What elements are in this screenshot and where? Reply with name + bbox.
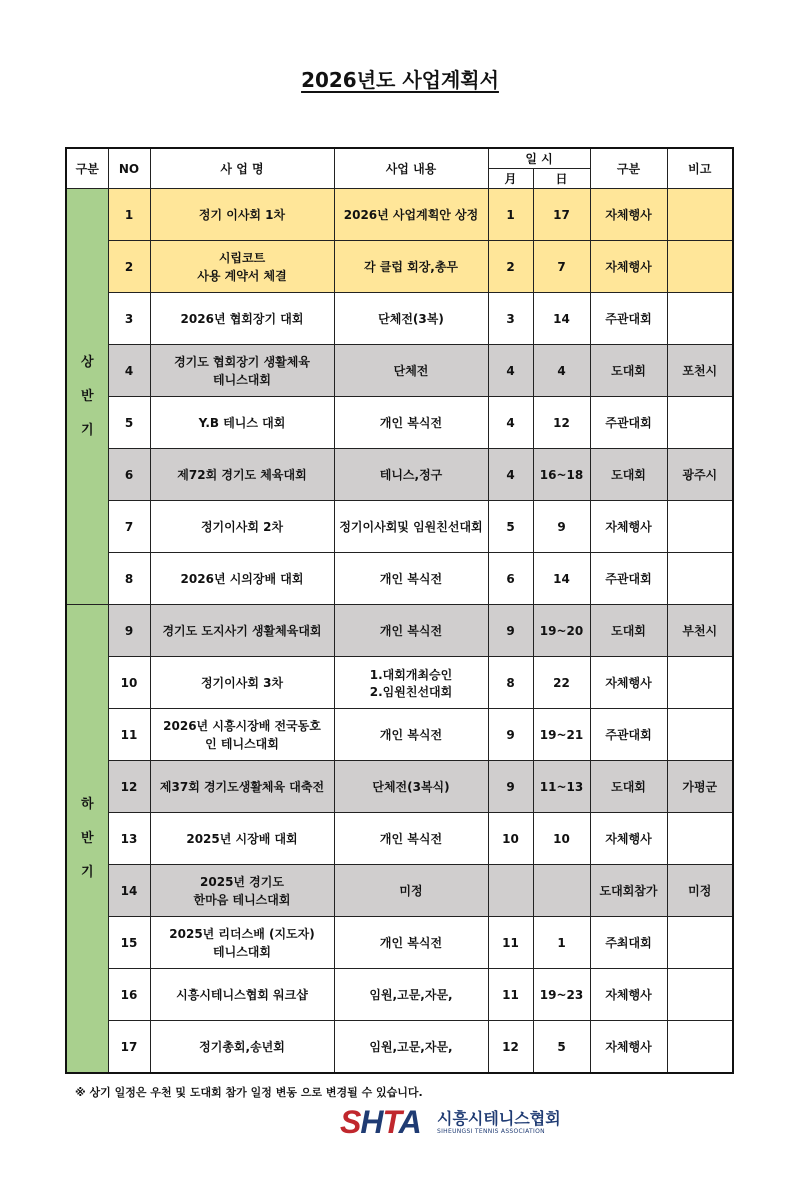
row-project-content: 각 클럽 회장,총무 [334, 241, 488, 293]
row-type: 주관대회 [590, 397, 667, 449]
row-type: 자체행사 [590, 1021, 667, 1074]
row-remarks: 광주시 [667, 449, 733, 501]
period-char: 하 [80, 796, 94, 812]
row-project-content: 임원,고문,자문, [334, 969, 488, 1021]
logo-name: 시흥시테니스협회 [437, 1109, 561, 1128]
row-remarks [667, 241, 733, 293]
row-month: 4 [488, 397, 533, 449]
row-type: 자체행사 [590, 241, 667, 293]
row-day [533, 865, 590, 917]
header-day: 日 [533, 169, 590, 189]
period-first-half [66, 189, 108, 605]
header-project-name: 사 업 명 [150, 148, 334, 189]
table-row [66, 189, 733, 241]
row-day: 5 [533, 1021, 590, 1074]
row-type: 도대회 [590, 605, 667, 657]
row-remarks [667, 709, 733, 761]
row-project-name: 경기도 도지사기 생활체육대회 [150, 605, 334, 657]
row-no: 9 [108, 605, 150, 657]
row-month: 4 [488, 345, 533, 397]
row-remarks [667, 917, 733, 969]
row-type: 자체행사 [590, 813, 667, 865]
table-row [66, 553, 733, 605]
logo-mark: SHTA [340, 1104, 421, 1140]
row-no: 3 [108, 293, 150, 345]
row-month: 2 [488, 241, 533, 293]
row-remarks: 가평군 [667, 761, 733, 813]
row-project-content: 개인 복식전 [334, 917, 488, 969]
header-category: 구분 [66, 148, 108, 189]
row-type: 도대회참가 [590, 865, 667, 917]
row-project-name: 경기도 협회장기 생활체육 테니스대회 [150, 345, 334, 397]
row-type: 주관대회 [590, 709, 667, 761]
row-remarks [667, 657, 733, 709]
row-project-name: 제37회 경기도생활체육 대축전 [150, 761, 334, 813]
row-project-content: 테니스,정구 [334, 449, 488, 501]
row-remarks [667, 397, 733, 449]
row-project-name: 정기이사회 3차 [150, 657, 334, 709]
business-plan-table [65, 147, 734, 1074]
row-remarks [667, 293, 733, 345]
table-row [66, 449, 733, 501]
header-no: NO [108, 148, 150, 189]
row-remarks [667, 501, 733, 553]
table-row [66, 709, 733, 761]
row-no: 10 [108, 657, 150, 709]
row-month: 9 [488, 605, 533, 657]
table-row [66, 969, 733, 1021]
row-day: 12 [533, 397, 590, 449]
row-no: 15 [108, 917, 150, 969]
row-day: 10 [533, 813, 590, 865]
row-project-content: 1.대회개최승인 2.임원친선대회 [334, 657, 488, 709]
row-project-name: 시흥시테니스협회 워크샵 [150, 969, 334, 1021]
row-month: 10 [488, 813, 533, 865]
row-no: 14 [108, 865, 150, 917]
period-char: 상 [80, 354, 94, 370]
row-type: 주관대회 [590, 553, 667, 605]
row-project-content: 임원,고문,자문, [334, 1021, 488, 1074]
row-remarks [667, 813, 733, 865]
row-project-content: 개인 복식전 [334, 813, 488, 865]
table-row [66, 761, 733, 813]
header-month: 月 [488, 169, 533, 189]
header-project-content: 사업 내용 [334, 148, 488, 189]
row-project-name: Y.B 테니스 대회 [150, 397, 334, 449]
table-row [66, 813, 733, 865]
row-no: 17 [108, 1021, 150, 1074]
row-project-name: 시립코트 사용 계약서 체결 [150, 241, 334, 293]
row-project-name: 2026년 협회장기 대회 [150, 293, 334, 345]
row-no: 6 [108, 449, 150, 501]
row-month: 6 [488, 553, 533, 605]
row-no: 2 [108, 241, 150, 293]
row-type: 도대회 [590, 761, 667, 813]
row-project-content: 개인 복식전 [334, 709, 488, 761]
row-project-content: 2026년 사업계획안 상정 [334, 189, 488, 241]
row-day: 17 [533, 189, 590, 241]
row-month: 8 [488, 657, 533, 709]
row-project-name: 2025년 경기도 한마음 테니스대회 [150, 865, 334, 917]
table-row [66, 865, 733, 917]
row-day: 14 [533, 293, 590, 345]
association-logo [340, 1104, 570, 1140]
row-remarks: 부천시 [667, 605, 733, 657]
header-type: 구분 [590, 148, 667, 189]
row-project-content: 개인 복식전 [334, 397, 488, 449]
table-row [66, 241, 733, 293]
table-row [66, 1021, 733, 1074]
row-remarks [667, 969, 733, 1021]
row-day: 9 [533, 501, 590, 553]
period-char: 기 [80, 422, 94, 438]
row-day: 19~20 [533, 605, 590, 657]
row-project-name: 정기이사회 2차 [150, 501, 334, 553]
document-title-text: 2026년도 사업계획서 [301, 68, 499, 92]
row-project-name: 2026년 시흥시장배 전국동호 인 테니스대회 [150, 709, 334, 761]
row-type: 주관대회 [590, 293, 667, 345]
row-day: 16~18 [533, 449, 590, 501]
row-no: 16 [108, 969, 150, 1021]
row-remarks [667, 189, 733, 241]
row-project-content: 미정 [334, 865, 488, 917]
row-no: 7 [108, 501, 150, 553]
row-project-name: 2025년 시장배 대회 [150, 813, 334, 865]
row-day: 14 [533, 553, 590, 605]
row-month [488, 865, 533, 917]
row-project-content: 단체전(3복식) [334, 761, 488, 813]
row-no: 12 [108, 761, 150, 813]
table-row [66, 657, 733, 709]
row-day: 4 [533, 345, 590, 397]
table-row [66, 605, 733, 657]
row-type: 자체행사 [590, 969, 667, 1021]
row-project-content: 개인 복식전 [334, 605, 488, 657]
row-month: 1 [488, 189, 533, 241]
row-no: 11 [108, 709, 150, 761]
table-row [66, 397, 733, 449]
row-no: 13 [108, 813, 150, 865]
row-remarks [667, 1021, 733, 1074]
period-char: 기 [80, 864, 94, 880]
row-day: 7 [533, 241, 590, 293]
row-project-content: 단체전(3복) [334, 293, 488, 345]
schedule-note: ※ 상기 일정은 우천 및 도대회 참가 일정 변동 으로 변경될 수 있습니다. [75, 1086, 423, 1099]
row-day: 19~21 [533, 709, 590, 761]
row-project-name: 제72회 경기도 체육대회 [150, 449, 334, 501]
row-type: 자체행사 [590, 189, 667, 241]
period-char: 반 [80, 830, 94, 846]
row-no: 4 [108, 345, 150, 397]
row-no: 8 [108, 553, 150, 605]
header-date: 일 시 [488, 148, 590, 169]
row-day: 11~13 [533, 761, 590, 813]
period-second-half [66, 605, 108, 1074]
row-no: 1 [108, 189, 150, 241]
row-day: 22 [533, 657, 590, 709]
row-day: 1 [533, 917, 590, 969]
row-type: 자체행사 [590, 501, 667, 553]
row-month: 9 [488, 709, 533, 761]
table-row [66, 917, 733, 969]
table-row [66, 345, 733, 397]
row-type: 주최대회 [590, 917, 667, 969]
row-project-content: 정기이사회및 임원친선대회 [334, 501, 488, 553]
row-month: 5 [488, 501, 533, 553]
row-project-content: 개인 복식전 [334, 553, 488, 605]
row-remarks [667, 553, 733, 605]
row-project-name: 2025년 리더스배 (지도자) 테니스대회 [150, 917, 334, 969]
row-month: 4 [488, 449, 533, 501]
row-project-name: 정기 이사회 1차 [150, 189, 334, 241]
row-remarks: 미정 [667, 865, 733, 917]
row-month: 12 [488, 1021, 533, 1074]
period-char: 반 [80, 388, 94, 404]
table-row [66, 501, 733, 553]
table-row [66, 293, 733, 345]
row-type: 도대회 [590, 449, 667, 501]
row-no: 5 [108, 397, 150, 449]
row-project-content: 단체전 [334, 345, 488, 397]
row-type: 자체행사 [590, 657, 667, 709]
row-month: 3 [488, 293, 533, 345]
row-project-name: 정기총회,송년회 [150, 1021, 334, 1074]
row-month: 9 [488, 761, 533, 813]
row-project-name: 2026년 시의장배 대회 [150, 553, 334, 605]
row-day: 19~23 [533, 969, 590, 1021]
row-month: 11 [488, 969, 533, 1021]
document-title [0, 64, 800, 93]
header-remarks: 비고 [667, 148, 733, 189]
row-remarks: 포천시 [667, 345, 733, 397]
row-type: 도대회 [590, 345, 667, 397]
row-month: 11 [488, 917, 533, 969]
logo-subtitle: SIHEUNGSI TENNIS ASSOCIATION [437, 1128, 545, 1135]
